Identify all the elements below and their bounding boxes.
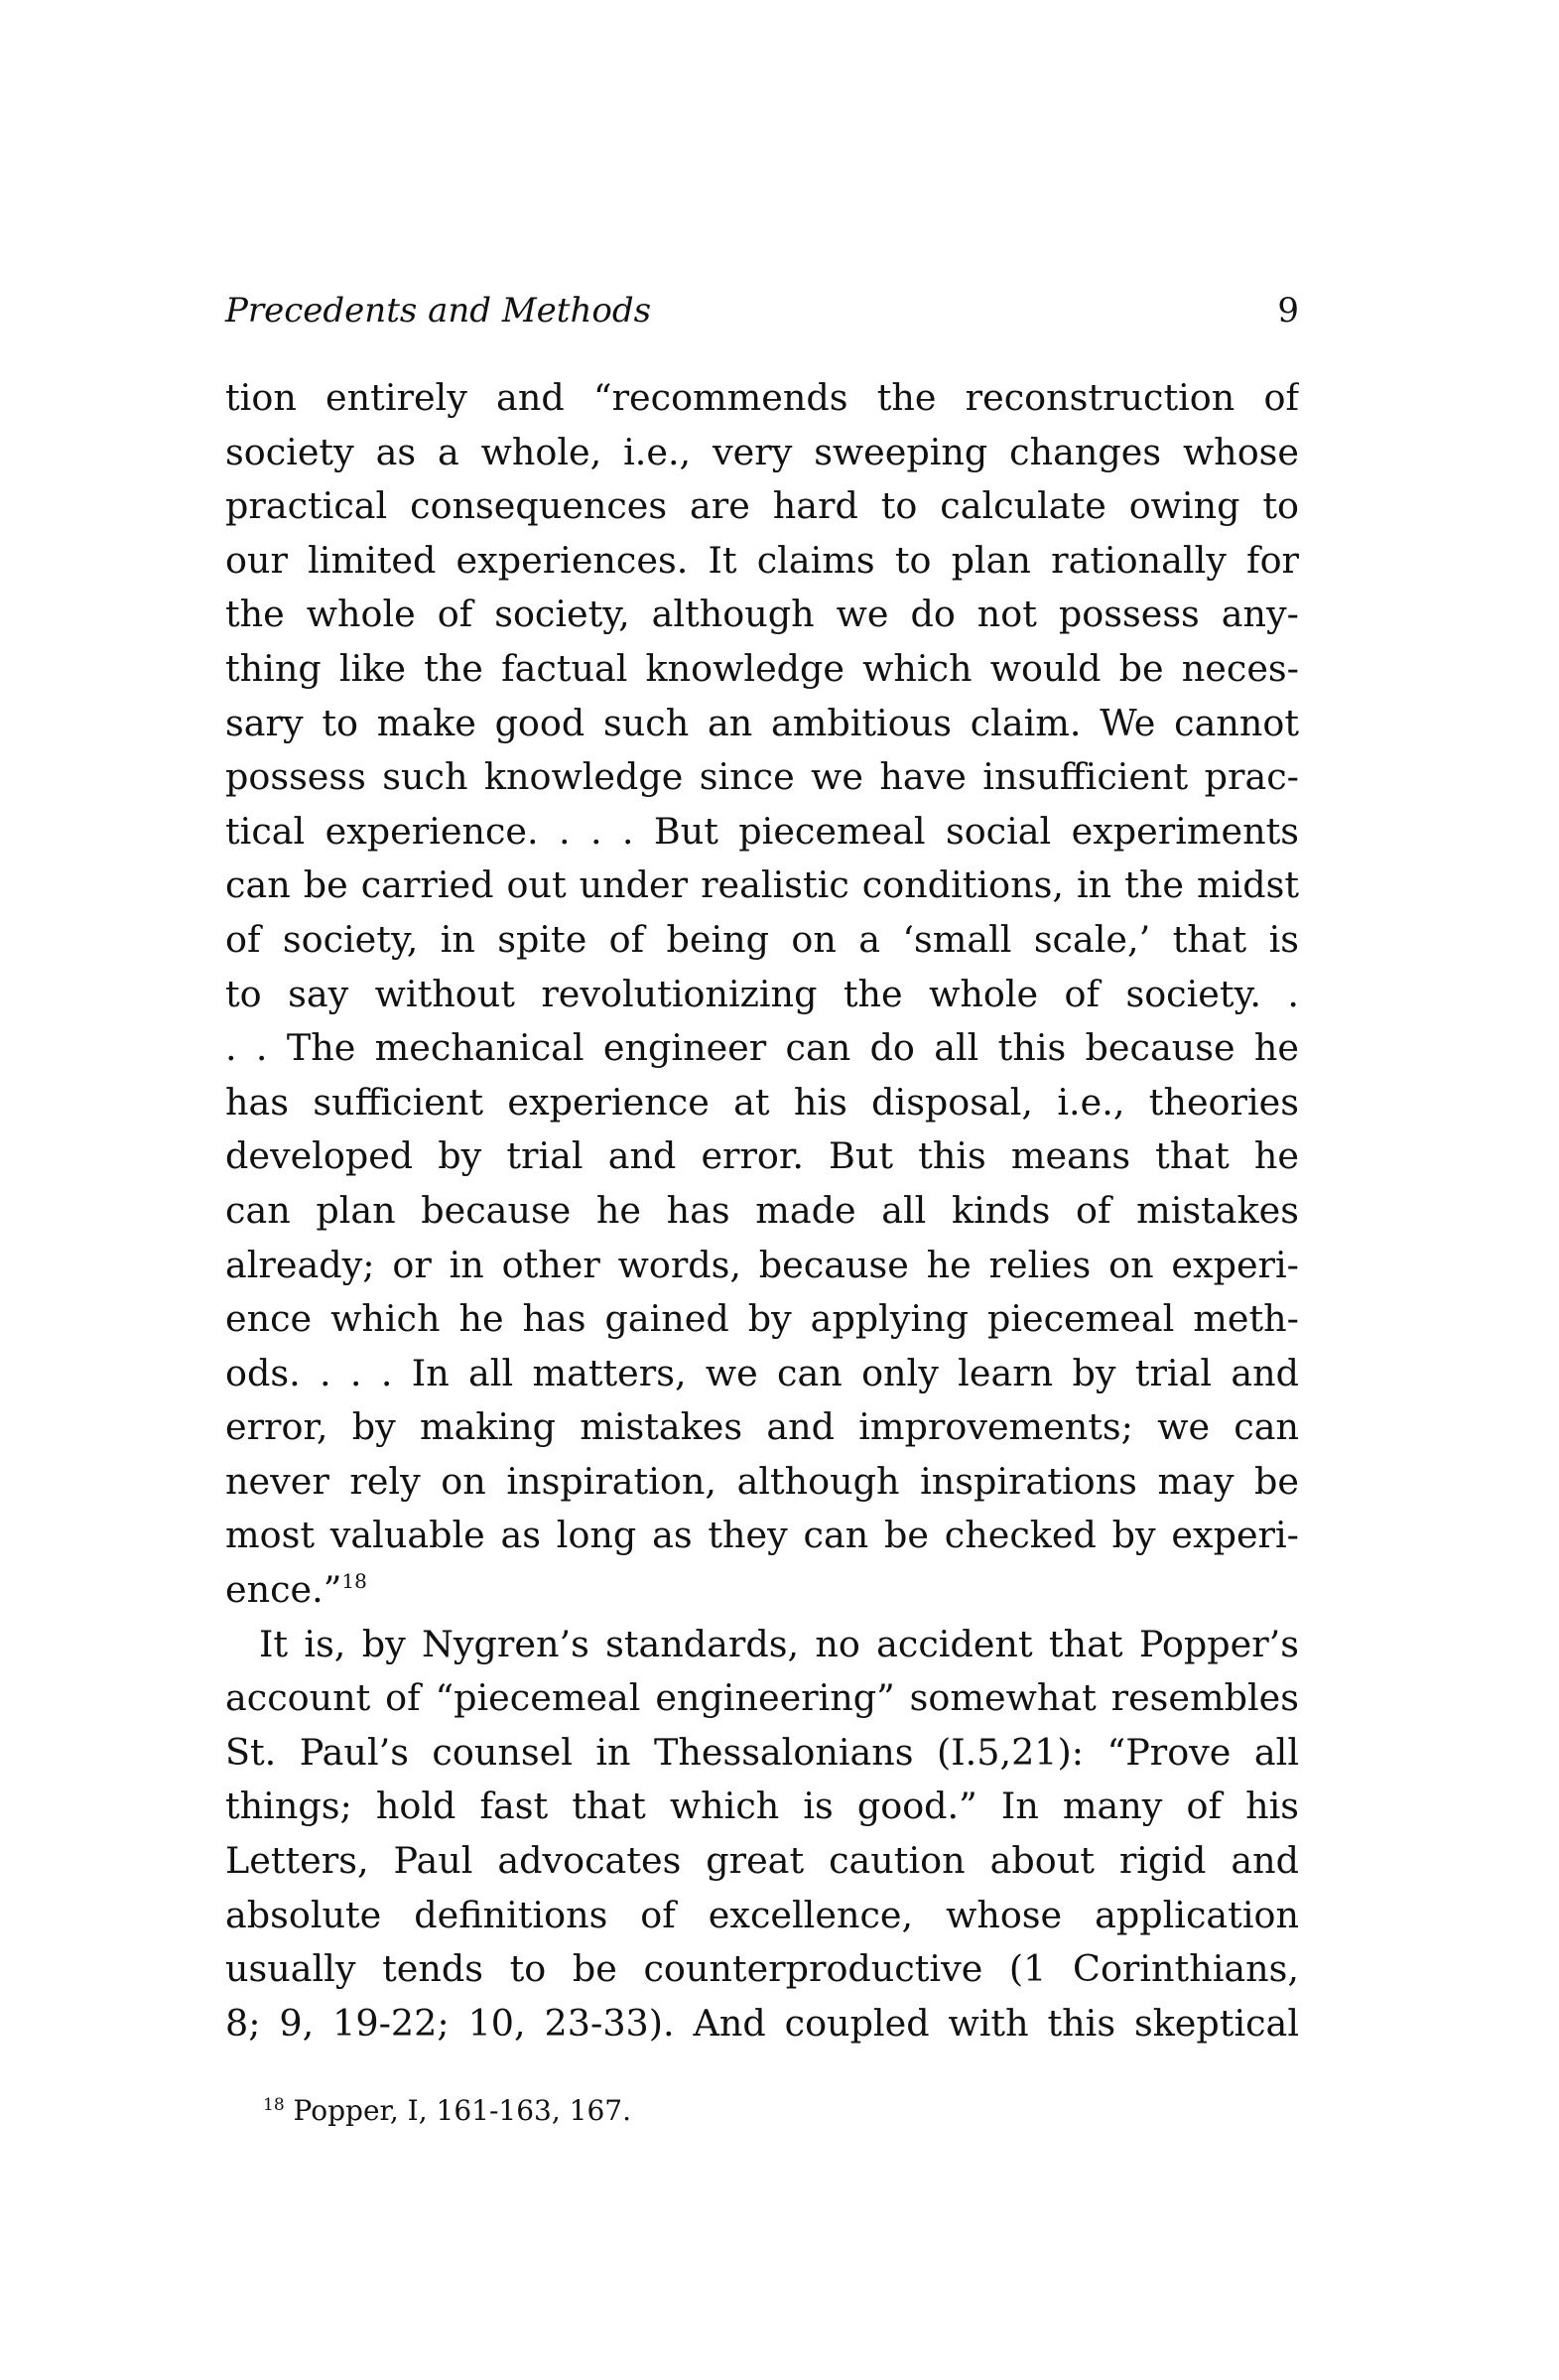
text-line: society as a whole, i.e., very sweeping changes whose: [225, 430, 1299, 473]
running-head-title: Precedents and Methods: [225, 291, 652, 331]
body-text: [225, 371, 1299, 2050]
text-line: account of “piecemeal engineering” somewhat resembles: [225, 1676, 1299, 1720]
paragraph-2: [225, 1618, 1299, 2051]
text-line: 8; 9, 19-22; 10, 23-33). And coupled with this skeptical: [225, 2001, 1299, 2045]
text-line-first: It is, by Nygren’s standards, no accident that Popper’s: [259, 1622, 1299, 1665]
footnote-number: 18: [263, 2095, 285, 2115]
text-line: ods. . . . In all matters, we can only learn by trial and: [225, 1351, 1299, 1394]
text-line: already; or in other words, because he relies on experi-: [225, 1243, 1299, 1286]
text-line-last: [225, 1563, 1299, 1618]
text-line: thing like the factual knowledge which would be neces-: [225, 646, 1299, 690]
text-line: ence which he has gained by applying piecemeal meth-: [225, 1297, 1299, 1341]
text-line: Letters, Paul advocates great caution about rigid and: [225, 1839, 1299, 1883]
running-head: [225, 283, 1299, 338]
text-line: tical experience. . . . But piecemeal social experiments: [225, 809, 1299, 853]
footnote-text: Popper, I, 161-163, 167.: [293, 2094, 631, 2127]
text-line: possess such knowledge since we have insufficient prac-: [225, 755, 1299, 799]
paragraph-1: [225, 371, 1299, 1618]
text-line: St. Paul’s counsel in Thessalonians (I.5,21): “Prove all: [225, 1730, 1299, 1774]
page-number: 9: [1277, 291, 1299, 331]
text-line: has sufficient experience at his disposal, i.e., theories: [225, 1080, 1299, 1124]
text-line: to say without revolutionizing the whole of society. .: [225, 972, 1299, 1015]
text-line: practical consequences are hard to calculate owing to: [225, 484, 1299, 528]
text-line: absolute definitions of excellence, whose application: [225, 1893, 1299, 1936]
text-line: never rely on inspiration, although inspirations may be: [225, 1459, 1299, 1503]
text-line: can plan because he has made all kinds of mistakes: [225, 1188, 1299, 1232]
text-line: . . The mechanical engineer can do all this because he: [225, 1026, 1299, 1070]
text-line: things; hold fast that which is good.” In many of his: [225, 1785, 1299, 1828]
text-line: can be carried out under realistic conditions, in the midst: [225, 863, 1299, 907]
text-line: developed by trial and error. But this means that he: [225, 1134, 1299, 1178]
text-line: sary to make good such an ambitious claim. We cannot: [225, 701, 1299, 744]
footnote-reference[interactable]: 18: [341, 1569, 367, 1594]
text-line: of society, in spite of being on a ‘small scale,’ that is: [225, 917, 1299, 961]
text-line: error, by making mistakes and improvements; we can: [225, 1405, 1299, 1449]
last-line-text: ence.”: [225, 1568, 342, 1612]
text-line: most valuable as long as they can be checked by experi-: [225, 1514, 1299, 1557]
text-line: the whole of society, although we do not possess any-: [225, 593, 1299, 636]
text-line: our limited experiences. It claims to plan rationally for: [225, 538, 1299, 582]
text-line: usually tends to be counterproductive (1 Corinthians,: [225, 1947, 1299, 1991]
footnote: [263, 2089, 631, 2133]
text-line: tion entirely and “recommends the reconstruction of: [225, 376, 1299, 419]
